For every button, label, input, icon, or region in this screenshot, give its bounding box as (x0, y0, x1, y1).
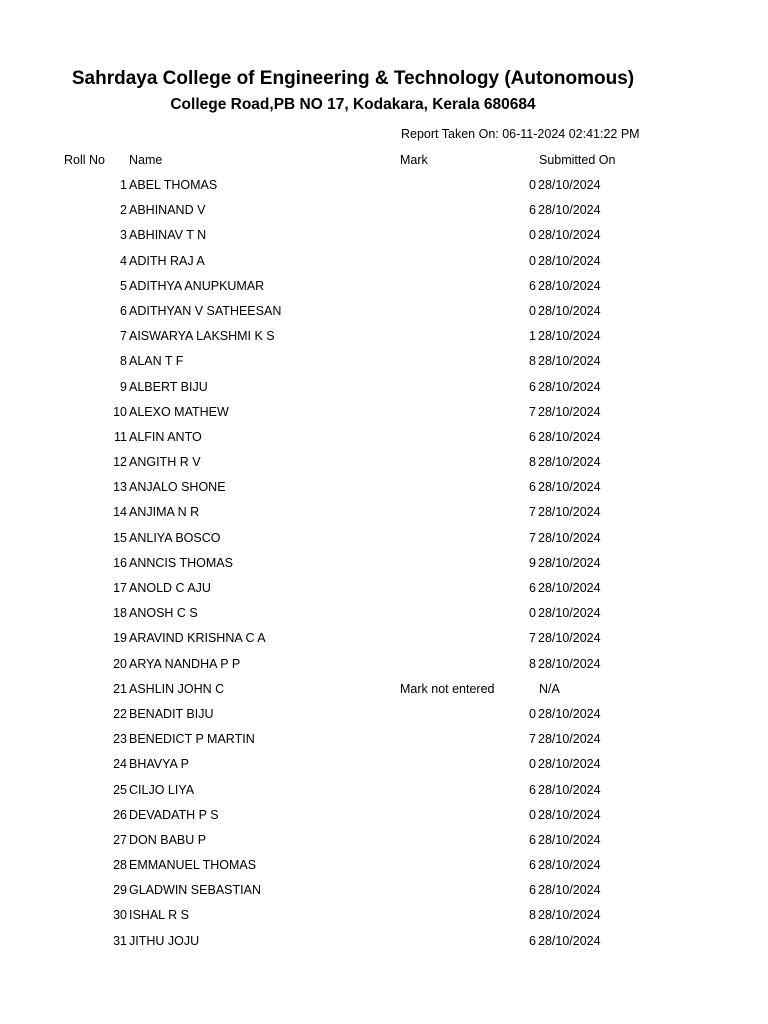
submitted-on-cell: 28/10/2024 (538, 757, 601, 772)
roll-no-cell: 30 (113, 908, 127, 923)
roll-no-cell: 28 (113, 858, 127, 873)
marks-table-body (0, 177, 768, 958)
name-cell: ALFIN ANTO (129, 429, 202, 444)
mark-cell: 0 (529, 757, 536, 772)
table-row (0, 253, 768, 278)
submitted-on-cell: 28/10/2024 (538, 278, 601, 293)
roll-no-cell: 27 (113, 832, 127, 847)
submitted-on-cell: 28/10/2024 (538, 354, 601, 369)
table-row (0, 656, 768, 681)
name-cell: AISWARYA LAKSHMI K S (129, 329, 275, 344)
mark-cell: 0 (529, 807, 536, 822)
column-header-mark: Mark (400, 153, 428, 167)
mark-cell: 6 (529, 782, 536, 797)
roll-no-cell: 17 (113, 581, 127, 595)
table-row (0, 832, 768, 857)
table-row (0, 933, 768, 958)
submitted-on-cell: 28/10/2024 (538, 933, 601, 948)
submitted-on-cell: 28/10/2024 (538, 203, 601, 218)
table-row (0, 504, 768, 529)
mark-cell: 7 (529, 530, 536, 545)
table-row (0, 404, 768, 429)
submitted-on-cell: 28/10/2024 (538, 656, 601, 671)
table-row (0, 227, 768, 252)
mark-cell: 7 (529, 505, 536, 520)
table-row (0, 202, 768, 227)
mark-cell: 0 (529, 706, 536, 721)
roll-no-cell: 29 (113, 883, 127, 898)
name-cell: CILJO LIYA (129, 782, 195, 797)
table-row (0, 857, 768, 882)
submitted-on-cell: 28/10/2024 (538, 807, 601, 822)
mark-cell: 9 (529, 555, 536, 570)
name-cell: ADITHYAN V SATHEESAN (129, 303, 282, 318)
table-row (0, 782, 768, 807)
name-cell: ABHINAND V (129, 203, 206, 218)
table-row (0, 681, 768, 706)
name-cell: ADITH RAJ A (129, 253, 205, 268)
submitted-on-cell: 28/10/2024 (538, 555, 601, 570)
submitted-on-cell: N/A (539, 681, 560, 696)
column-header-submitted-on: Submitted On (539, 153, 616, 167)
roll-no-cell: 18 (113, 606, 127, 621)
roll-no-cell: 8 (120, 354, 127, 369)
table-row (0, 907, 768, 932)
roll-no-cell: 6 (120, 303, 127, 318)
name-cell: ANJIMA N R (129, 505, 200, 520)
roll-no-cell: 21 (113, 681, 127, 696)
mark-cell: 6 (529, 832, 536, 847)
table-row (0, 328, 768, 353)
submitted-on-cell: 28/10/2024 (538, 782, 601, 797)
roll-no-cell: 19 (113, 631, 127, 646)
submitted-on-cell: 28/10/2024 (538, 732, 601, 747)
name-cell: ALBERT BIJU (129, 379, 208, 394)
name-cell: GLADWIN SEBASTIAN (129, 883, 261, 898)
submitted-on-cell: 28/10/2024 (538, 178, 601, 192)
submitted-on-cell: 28/10/2024 (538, 858, 601, 873)
name-cell: ABEL THOMAS (129, 178, 218, 192)
mark-cell: 6 (529, 883, 536, 898)
roll-no-cell: 23 (113, 732, 127, 747)
table-row (0, 706, 768, 731)
submitted-on-cell: 28/10/2024 (538, 832, 601, 847)
roll-no-cell: 22 (113, 706, 127, 721)
roll-no-cell: 10 (113, 404, 127, 419)
mark-cell: 7 (529, 404, 536, 419)
roll-no-cell: 11 (114, 429, 127, 444)
name-cell: ARAVIND KRISHNA C A (129, 631, 266, 646)
table-row (0, 555, 768, 580)
table-row (0, 454, 768, 479)
table-row (0, 605, 768, 630)
table-row (0, 731, 768, 756)
roll-no-cell: 25 (113, 782, 127, 797)
name-cell: ISHAL R S (129, 908, 189, 923)
table-row (0, 379, 768, 404)
mark-cell: 6 (529, 858, 536, 873)
report-timestamp: Report Taken On: 06-11-2024 02:41:22 PM (401, 127, 640, 141)
roll-no-cell: 14 (113, 505, 127, 520)
mark-cell: 6 (529, 933, 536, 948)
name-cell: ANLIYA BOSCO (129, 530, 221, 545)
submitted-on-cell: 28/10/2024 (538, 505, 601, 520)
roll-no-cell: 1 (120, 178, 127, 192)
roll-no-cell: 9 (120, 379, 127, 394)
mark-cell: 0 (529, 253, 536, 268)
mark-cell: 6 (529, 581, 536, 595)
roll-no-cell: 20 (113, 656, 127, 671)
name-cell: ABHINAV T N (129, 228, 207, 243)
mark-cell: 1 (529, 329, 536, 344)
submitted-on-cell: 28/10/2024 (538, 228, 601, 243)
table-row (0, 580, 768, 605)
roll-no-cell: 3 (120, 228, 127, 243)
roll-no-cell: 2 (120, 203, 127, 218)
name-cell: EMMANUEL THOMAS (129, 858, 257, 873)
roll-no-cell: 13 (113, 480, 127, 495)
mark-cell: 0 (529, 606, 536, 621)
roll-no-cell: 16 (113, 555, 127, 570)
roll-no-cell: 26 (113, 807, 127, 822)
name-cell: ARYA NANDHA P P (129, 656, 241, 671)
name-cell: DEVADATH P S (129, 807, 219, 822)
submitted-on-cell: 28/10/2024 (538, 329, 601, 344)
name-cell: BENEDICT P MARTIN (129, 732, 255, 747)
mark-cell: 8 (529, 455, 536, 470)
column-header-name: Name (129, 153, 163, 167)
name-cell: ANNCIS THOMAS (129, 555, 233, 570)
roll-no-cell: 24 (113, 757, 127, 772)
mark-cell: 6 (529, 429, 536, 444)
submitted-on-cell: 28/10/2024 (538, 606, 601, 621)
name-cell: BENADIT BIJU (129, 706, 214, 721)
mark-cell: Mark not entered (400, 681, 495, 696)
name-cell: ALAN T F (129, 354, 184, 369)
college-title: Sahrdaya College of Engineering & Technology (Autonomous) (71, 68, 635, 89)
mark-cell: 6 (529, 480, 536, 495)
table-row (0, 807, 768, 832)
name-cell: ADITHYA ANUPKUMAR (129, 278, 265, 293)
mark-cell: 0 (529, 303, 536, 318)
roll-no-cell: 4 (120, 253, 127, 268)
name-cell: ANOSH C S (129, 606, 198, 621)
roll-no-cell: 5 (120, 278, 127, 293)
mark-cell: 8 (529, 656, 536, 671)
roll-no-cell: 31 (113, 933, 127, 948)
column-header-roll-no: Roll No (64, 153, 105, 167)
table-row (0, 530, 768, 555)
mark-cell: 7 (529, 631, 536, 646)
name-cell: ANJALO SHONE (129, 480, 226, 495)
submitted-on-cell: 28/10/2024 (538, 404, 601, 419)
submitted-on-cell: 28/10/2024 (538, 581, 601, 595)
mark-cell: 7 (529, 732, 536, 747)
submitted-on-cell: 28/10/2024 (538, 631, 601, 646)
table-row (0, 278, 768, 303)
table-row (0, 353, 768, 378)
submitted-on-cell: 28/10/2024 (538, 303, 601, 318)
submitted-on-cell: 28/10/2024 (538, 480, 601, 495)
table-row (0, 756, 768, 781)
name-cell: ANGITH R V (129, 455, 201, 470)
mark-cell: 6 (529, 278, 536, 293)
name-cell: DON BABU P (129, 832, 207, 847)
name-cell: JITHU JOJU (129, 933, 200, 948)
submitted-on-cell: 28/10/2024 (538, 379, 601, 394)
mark-cell: 6 (529, 203, 536, 218)
name-cell: BHAVYA P (129, 757, 189, 772)
name-cell: ASHLIN JOHN C (129, 681, 225, 696)
roll-no-cell: 7 (120, 329, 127, 344)
table-row (0, 177, 768, 202)
mark-cell: 0 (529, 178, 536, 192)
submitted-on-cell: 28/10/2024 (538, 908, 601, 923)
mark-cell: 8 (529, 908, 536, 923)
submitted-on-cell: 28/10/2024 (538, 429, 601, 444)
roll-no-cell: 15 (113, 530, 127, 545)
table-row (0, 882, 768, 907)
table-row (0, 630, 768, 655)
submitted-on-cell: 28/10/2024 (538, 706, 601, 721)
submitted-on-cell: 28/10/2024 (538, 883, 601, 898)
submitted-on-cell: 28/10/2024 (538, 455, 601, 470)
submitted-on-cell: 28/10/2024 (538, 530, 601, 545)
college-address: College Road,PB NO 17, Kodakara, Kerala 680684 (170, 96, 536, 113)
mark-cell: 8 (529, 354, 536, 369)
roll-no-cell: 12 (113, 455, 127, 470)
table-row (0, 429, 768, 454)
table-row (0, 303, 768, 328)
mark-cell: 0 (529, 228, 536, 243)
table-row (0, 479, 768, 504)
name-cell: ALEXO MATHEW (129, 404, 229, 419)
mark-cell: 6 (529, 379, 536, 394)
name-cell: ANOLD C AJU (129, 581, 211, 595)
submitted-on-cell: 28/10/2024 (538, 253, 601, 268)
